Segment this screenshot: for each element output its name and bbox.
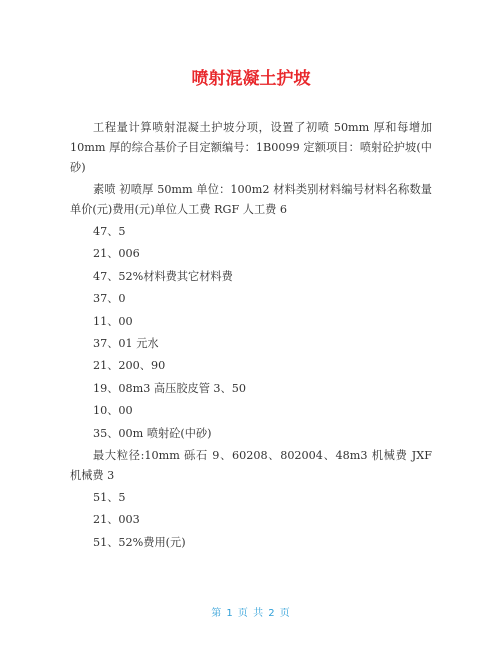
text-line: 47、52%材料费其它材料费 (93, 269, 233, 283)
text-line: 51、52%费用(元) (93, 535, 186, 549)
text-line: 37、0 (93, 292, 126, 306)
text-line: 11、00 (93, 314, 133, 328)
text-line: 10、00 (93, 404, 133, 418)
text-line: 51、5 (93, 490, 126, 504)
text-line: 37、01 元水 (93, 336, 159, 350)
text-line: 47、5 (93, 225, 126, 238)
text-line: 35、00m 喷射砼(中砂) (93, 426, 212, 440)
text-line: 21、006 (93, 247, 140, 261)
text-line: 21、200、90 (93, 359, 166, 373)
page-footer: 第 1 页 共 2 页 (211, 608, 291, 619)
paragraph-spray: 素喷 初喷厚 50mm 单位：100m2 材料类别材料编号材料名称数量单价(元)费用(元)单位人工费 RGF 人工费 6 (70, 183, 432, 216)
paragraph-aggregate: 最大粒径:10mm 砾石 9、60208、802004、48m3 机械费 JXF 机械费 3 (70, 448, 432, 482)
paragraph-intro: 工程量计算喷射混凝土护坡分项，设置了初喷 50mm 厚和每增加 10mm 厚的综合基价子目定额编号：1B0099 定额项目：喷射砼护坡(中砂) (70, 121, 432, 174)
text-line: 19、08m3 高压胶皮管 3、50 (93, 381, 246, 395)
text-line: 21、003 (93, 513, 140, 527)
document-body (70, 118, 432, 555)
document-title: 喷射混凝土护坡 (191, 69, 311, 89)
